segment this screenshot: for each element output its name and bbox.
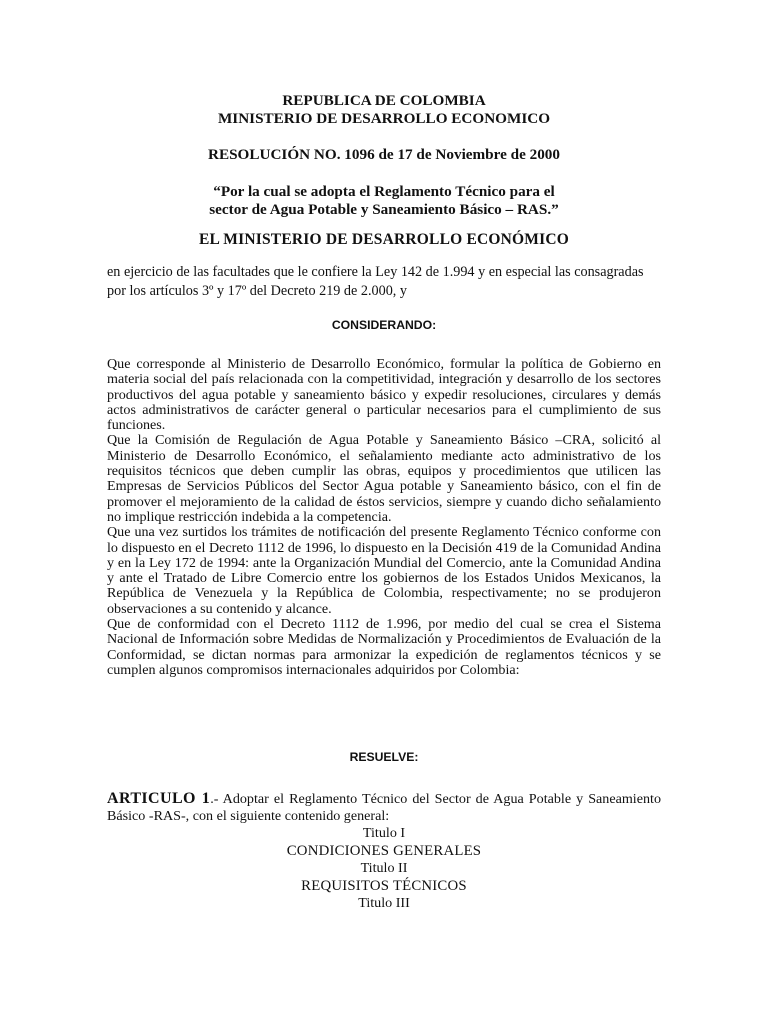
title-heading: Titulo I bbox=[362, 825, 406, 841]
ministry-title: MINISTERIO DE DESARROLLO ECONOMICO bbox=[217, 110, 551, 127]
article-label: ARTICULO 1 bbox=[107, 790, 211, 807]
title-name: CONDICIONES GENERALES bbox=[286, 842, 482, 859]
document-header bbox=[0, 92, 768, 128]
resolution-title: RESOLUCIÓN NO. 1096 de 17 de Noviembre de 2000 bbox=[208, 146, 560, 163]
contents-list bbox=[0, 825, 768, 913]
issuing-authority: EL MINISTERIO DE DESARROLLO ECONÓMICO bbox=[199, 231, 569, 248]
country-title: REPUBLICA DE COLOMBIA bbox=[282, 92, 486, 109]
article-1 bbox=[107, 790, 661, 825]
consideration-paragraph: Que una vez surtidos los trámites de notificación del presente Reglamento Técnico conforme con lo dispuesto en el Decreto 1112 de 1996, lo dispuesto en la Decisión 419 de la Comunidad Andina y en la Ley 172 de 1994: ante la Organización Mundial del Comercio, ante la Comunidad Andina y ante el Tratado de Libre Comercio entre los gobiernos de los Estados Unidos Mexicanos, la República de Venezuela y la República de Colombia, respectivamente; no se produjeron observaciones a su contenido y alcance. bbox=[107, 524, 661, 617]
considerations-body bbox=[107, 357, 661, 678]
considerando-heading: CONSIDERANDO: bbox=[331, 318, 437, 332]
article-text: .- Adoptar el Reglamento Técnico del Sector de Agua Potable y Saneamiento Básico -RAS-, con el siguiente contenido general: bbox=[107, 791, 661, 824]
consideration-paragraph: Que corresponde al Ministerio de Desarrollo Económico, formular la política de Gobierno en materia social del país relacionada con la competitividad, integración y desarrollo de los sectores productivos del agua potable y saneamiento básico y expedir resoluciones, circulares y demás actos administrativos de carácter general o particular necesarios para el cumplimiento de sus funciones. bbox=[107, 356, 661, 434]
preamble-text: en ejercicio de las facultades que le confiere la Ley 142 de 1.994 y en especial las consagradas por los artículos 3º y 17º del Decreto 219 de 2.000, y bbox=[107, 264, 644, 299]
consideration-paragraph: Que de conformidad con el Decreto 1112 de 1.996, por medio del cual se crea el Sistema Nacional de Información sobre Medidas de Normalización y Procedimientos de Evaluación de la Conformidad, se dictan normas para armonizar la expedición de reglamentos técnicos y se cumplen algunos compromisos internacionales adquiridos por Colombia: bbox=[107, 616, 661, 678]
resolution-subject: “Por la cual se adopta el Reglamento Técnico para el sector de Agua Potable y Saneamiento Básico – RAS.” bbox=[209, 183, 559, 218]
title-name: REQUISITOS TÉCNICOS bbox=[301, 877, 467, 894]
title-heading: Titulo II bbox=[360, 860, 408, 876]
resuelve-heading: RESUELVE: bbox=[349, 750, 419, 764]
consideration-paragraph: Que la Comisión de Regulación de Agua Potable y Saneamiento Básico –CRA, solicitó al Ministerio de Desarrollo Económico, el señalamiento mediante acto administrativo de los requisitos técnicos que deben cumplir las obras, equipos y procedimientos que utilicen las Empresas de Servicios Públicos del Sector Agua potable y Saneamiento básico, con el fin de promover el mejoramiento de la calidad de éstos servicios, siempre y cuando dicho señalamiento no implique restricción indebida a la competencia. bbox=[107, 432, 661, 525]
title-heading: Titulo III bbox=[358, 895, 410, 911]
